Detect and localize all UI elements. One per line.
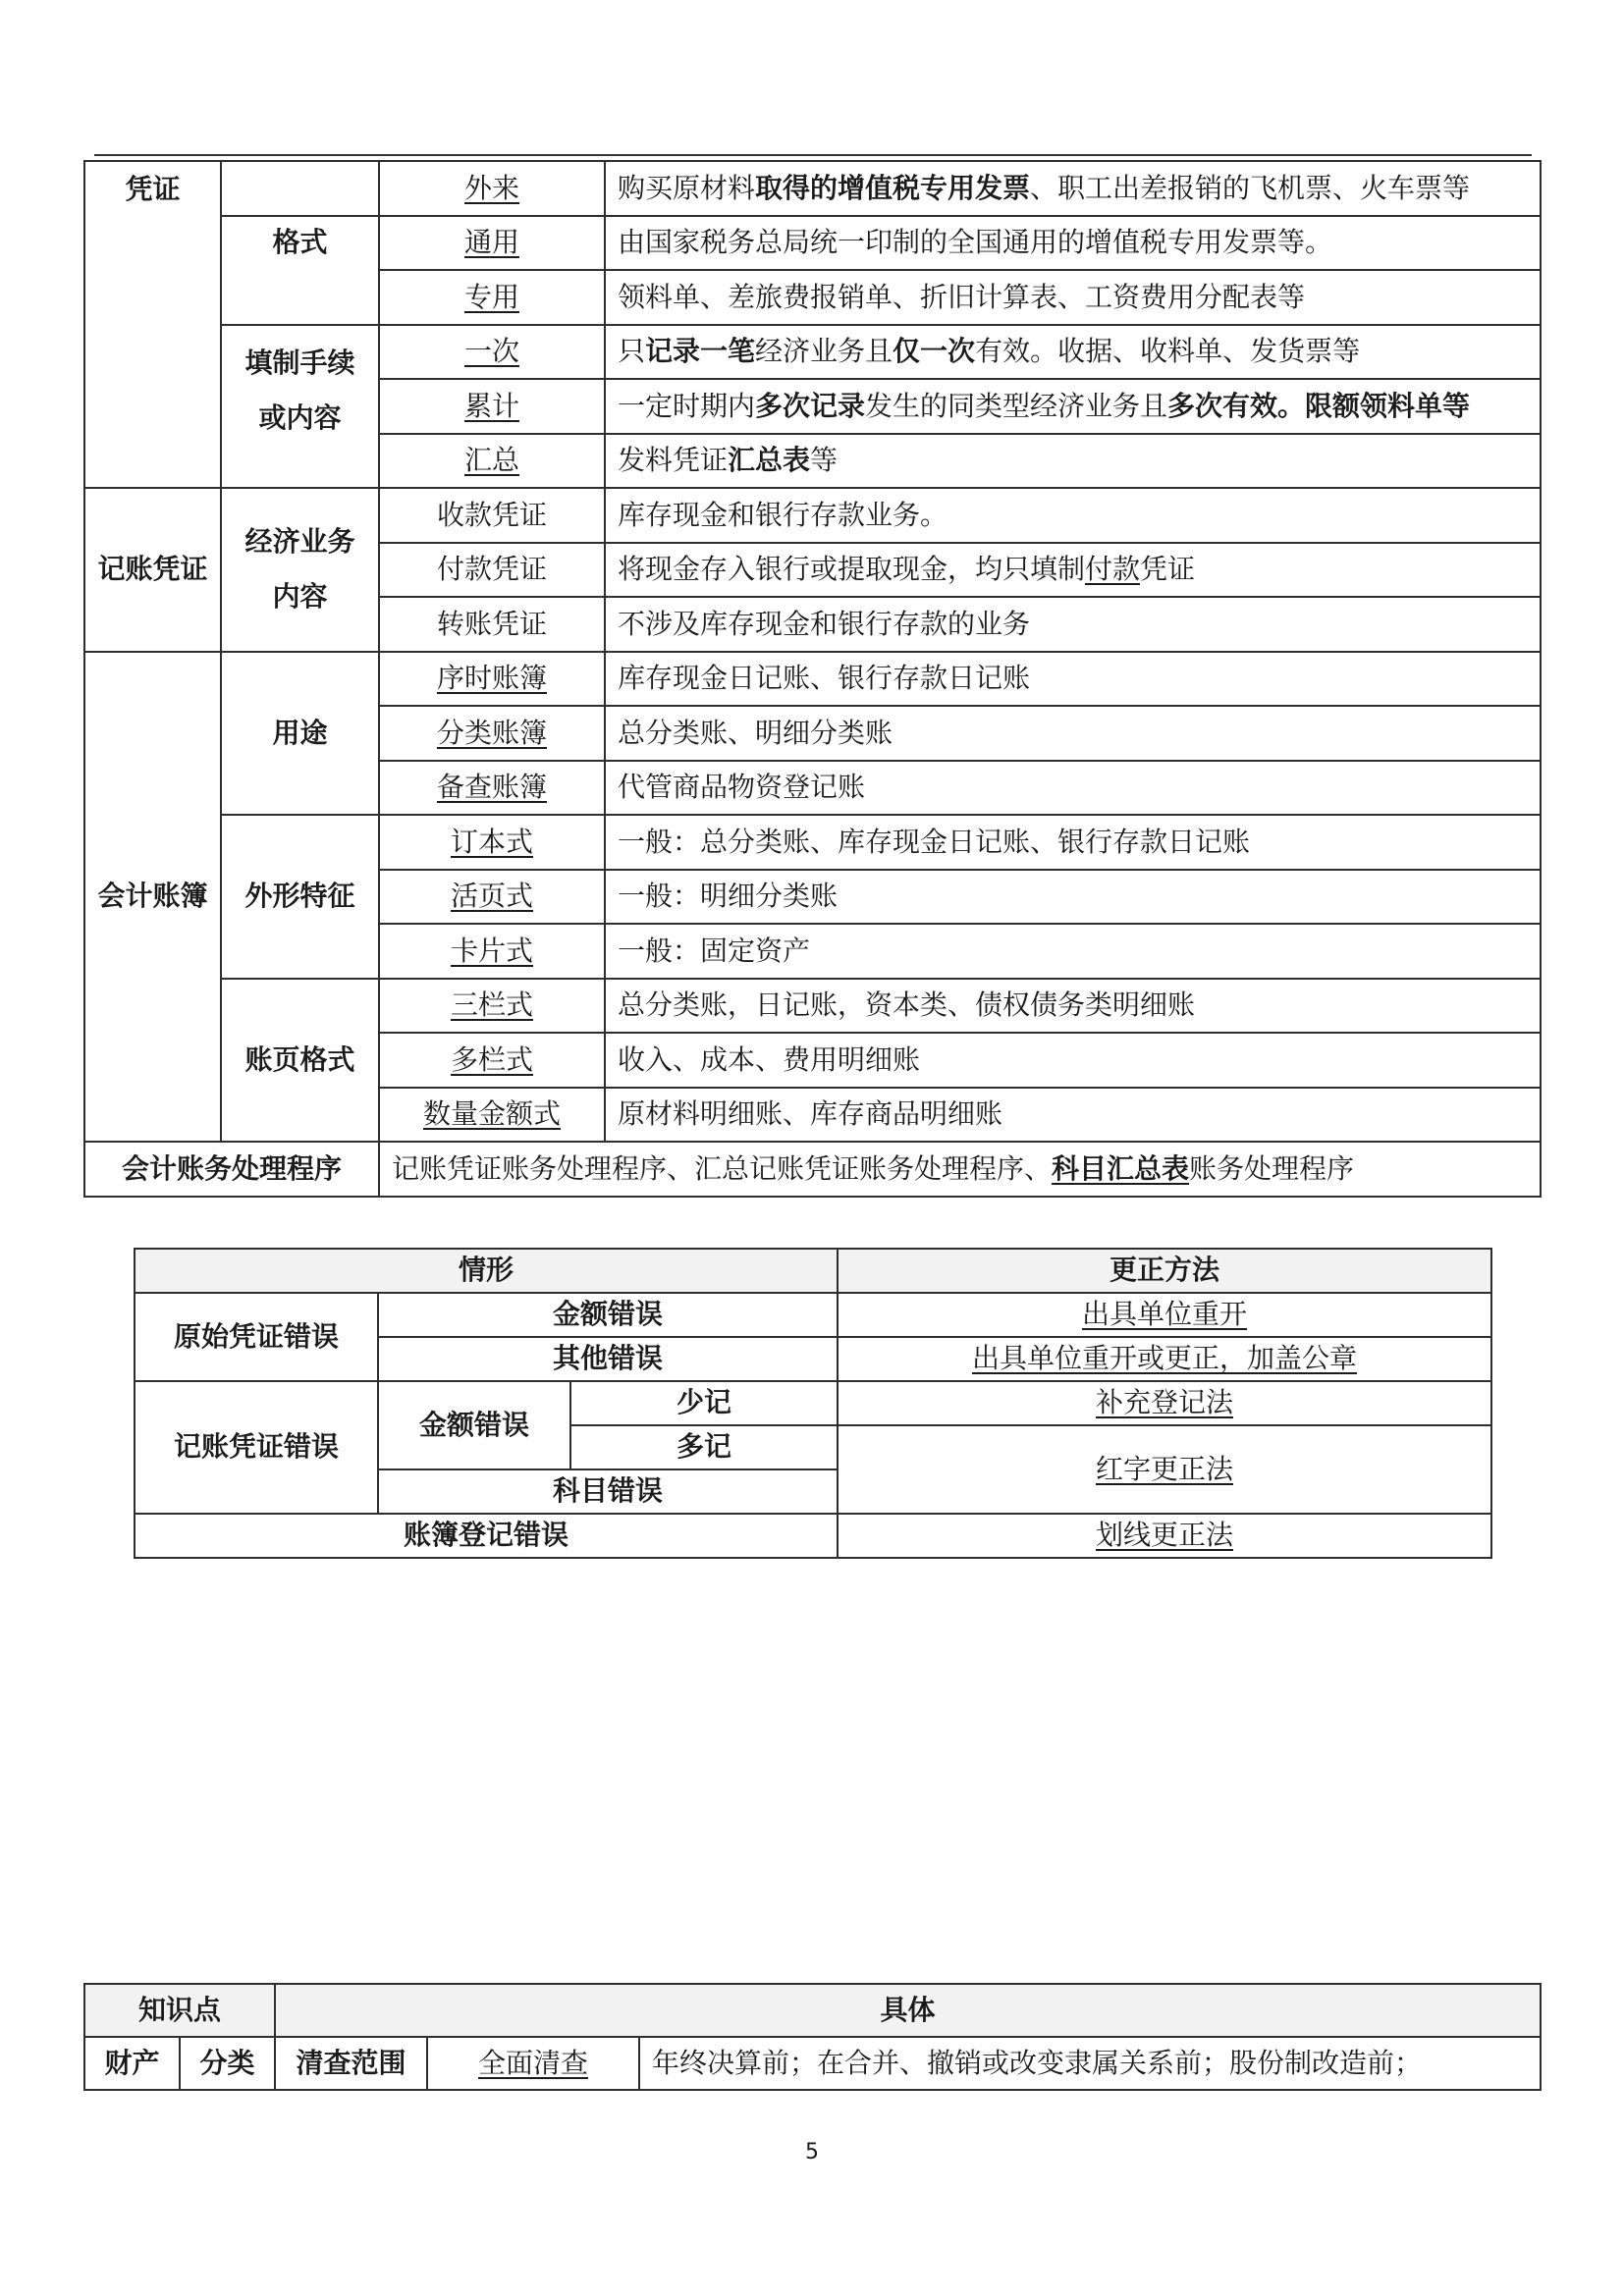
amount-error-voucher: 金额错误 (378, 1381, 570, 1469)
row-label-summary: 汇总 (379, 434, 605, 489)
row-label-once: 一次 (379, 325, 605, 380)
row-label-loose: 活页式 (379, 870, 605, 925)
method-supplement: 补充登记法 (838, 1381, 1491, 1425)
desc-once: 只记录一笔经济业务且仅一次有效。收据、收料单、发货票等 (605, 325, 1541, 380)
scope-label: 清查范围 (275, 2037, 427, 2090)
desc-summary: 发料凭证汇总表等 (605, 434, 1541, 489)
method-reissue-or-fix: 出具单位重开或更正，加盖公章 (838, 1337, 1491, 1381)
subject-error: 科目错误 (378, 1469, 838, 1514)
row-label-card: 卡片式 (379, 924, 605, 979)
desc-loose: 一般：明细分类账 (605, 870, 1541, 925)
row-label-multi-column: 多栏式 (379, 1033, 605, 1088)
row-label-three-column: 三栏式 (379, 979, 605, 1034)
desc-classified: 总分类账、明细分类账 (605, 706, 1541, 761)
ledger-entry-error: 账簿登记错误 (135, 1514, 838, 1558)
desc-three-column: 总分类账，日记账，资本类、债权债务类明细账 (605, 979, 1541, 1034)
desc-cumulative: 一定时期内多次记录发生的同类型经济业务且多次有效。限额领料单等 (605, 379, 1541, 434)
header-knowledge-point: 知识点 (84, 1984, 275, 2037)
other-error: 其他错误 (378, 1337, 838, 1381)
row-label-special: 专用 (379, 270, 605, 325)
page-number: 5 (805, 2140, 819, 2164)
method-strike-through: 划线更正法 (838, 1514, 1491, 1558)
row-label-memo: 备查账簿 (379, 761, 605, 816)
bookkeeping-voucher-error: 记账凭证错误 (135, 1381, 378, 1514)
row-label-receipt: 收款凭证 (379, 488, 605, 543)
original-voucher-error: 原始凭证错误 (135, 1293, 378, 1381)
row-label-payment: 付款凭证 (379, 543, 605, 598)
purpose-label: 用途 (221, 652, 379, 816)
desc-quantity-amount: 原材料明细账、库存商品明细账 (605, 1088, 1541, 1143)
ledger-label: 会计账簿 (84, 652, 221, 1143)
knowledge-table (83, 1983, 1542, 2091)
page-format-label: 账页格式 (221, 979, 379, 1143)
property-label: 财产 (84, 2037, 180, 2090)
desc-sequential: 库存现金日记账、银行存款日记账 (605, 652, 1541, 707)
desc-special: 领料单、差旅费报销单、折旧计算表、工资费用分配表等 (605, 270, 1541, 325)
desc-card: 一般：固定资产 (605, 924, 1541, 979)
desc-external: 购买原材料取得的增值税专用发票、职工出差报销的飞机票、火车票等 (605, 161, 1541, 216)
row-label-bound: 订本式 (379, 815, 605, 870)
error-correction-table (134, 1248, 1492, 1559)
category-label: 分类 (180, 2037, 275, 2090)
over-recorded: 多记 (570, 1425, 838, 1469)
desc-general: 由国家税务总局统一印制的全国通用的增值税专用发票等。 (605, 216, 1541, 271)
header-method: 更正方法 (838, 1249, 1491, 1293)
desc-procedure: 记账凭证账务处理程序、汇总记账凭证账务处理程序、科目汇总表账务处理程序 (379, 1142, 1541, 1197)
row-label-external: 外来 (379, 161, 605, 216)
row-label-transfer: 转账凭证 (379, 597, 605, 652)
header-rule (94, 154, 1532, 156)
procedure-label: 会计账务处理程序 (84, 1142, 379, 1197)
appearance-label: 外形特征 (221, 815, 379, 979)
desc-multi-column: 收入、成本、费用明细账 (605, 1033, 1541, 1088)
desc-full-check: 年终决算前；在合并、撤销或改变隶属关系前；股份制改造前； (639, 2037, 1541, 2090)
voucher-label: 凭证 (84, 161, 221, 488)
fill-procedure-label: 填制手续或内容 (221, 325, 379, 489)
format-label: 格式 (221, 216, 379, 325)
row-label-general: 通用 (379, 216, 605, 271)
amount-error: 金额错误 (378, 1293, 838, 1337)
method-reissue: 出具单位重开 (838, 1293, 1491, 1337)
full-check-label: 全面清查 (427, 2037, 639, 2090)
econ-content-label: 经济业务内容 (221, 488, 379, 652)
desc-payment: 将现金存入银行或提取现金，均只填制付款凭证 (605, 543, 1541, 598)
desc-memo: 代管商品物资登记账 (605, 761, 1541, 816)
row-label-sequential: 序时账簿 (379, 652, 605, 707)
bookkeeping-voucher-label: 记账凭证 (84, 488, 221, 652)
row-label-classified: 分类账簿 (379, 706, 605, 761)
method-red-ink: 红字更正法 (838, 1425, 1491, 1514)
header-situation: 情形 (135, 1249, 838, 1293)
header-detail: 具体 (275, 1984, 1541, 2037)
empty-cell (221, 161, 379, 216)
desc-bound: 一般：总分类账、库存现金日记账、银行存款日记账 (605, 815, 1541, 870)
desc-receipt: 库存现金和银行存款业务。 (605, 488, 1541, 543)
under-recorded: 少记 (570, 1381, 838, 1425)
desc-transfer: 不涉及库存现金和银行存款的业务 (605, 597, 1541, 652)
row-label-quantity-amount: 数量金额式 (379, 1088, 605, 1143)
voucher-ledger-table (83, 160, 1542, 1198)
row-label-cumulative: 累计 (379, 379, 605, 434)
